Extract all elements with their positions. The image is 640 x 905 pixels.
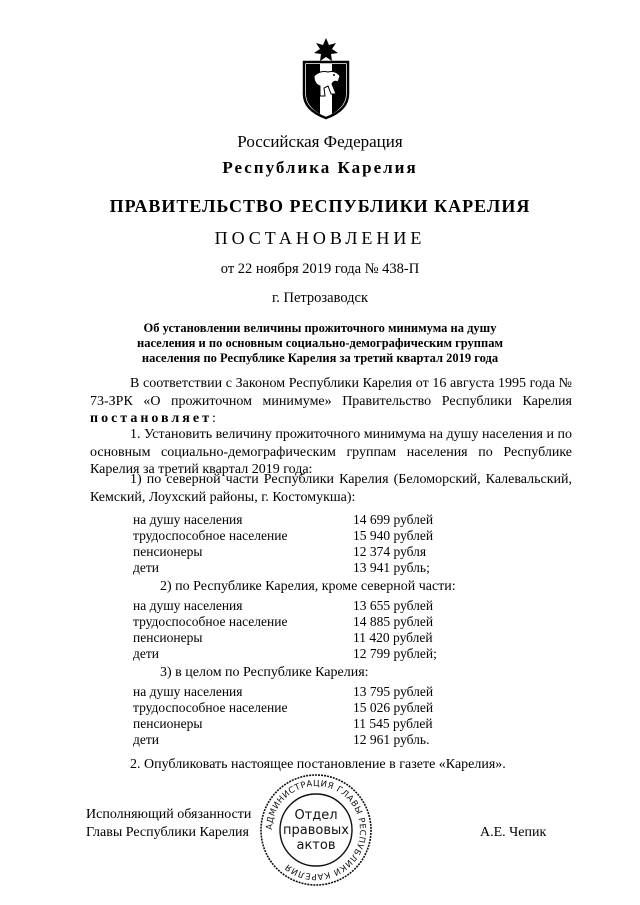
row-label: дети [133, 732, 159, 747]
row-label: на душу населения [133, 512, 243, 527]
section-3-heading [90, 664, 572, 682]
stamp-line: актов [296, 838, 336, 853]
row-value: 14 699 рублей [353, 512, 434, 527]
preamble-paragraph [90, 375, 572, 428]
item-2-text: 2. Опубликовать настоящее постановление в газете «Карелия». [130, 757, 506, 772]
row-label: пенсионеры [133, 630, 203, 645]
item-1-text: 1. Установить величину прожиточного минимума на душу населения и по основным социально-демографическим группам населения по Республике Карелия за третий квартал 2019 года: [90, 427, 572, 477]
row-value: 12 799 рублей; [353, 646, 437, 661]
row-label: дети [133, 560, 159, 575]
republic-name: Республика Карелия [222, 158, 418, 177]
section-1-heading [90, 471, 572, 506]
row-value: 15 940 рублей [353, 528, 434, 543]
section-1-text: 1) по северной части Республики Карелия (Беломорский, Калевальский, Кемский, Лоухский районы, г. Костомукша): [90, 472, 572, 505]
signatory-position [86, 806, 251, 842]
row-label: дети [133, 646, 159, 661]
section-3-text: 3) в целом по Республике Карелия: [160, 665, 369, 680]
row-label: пенсионеры [133, 544, 203, 559]
row-value: 11 420 рублей [353, 630, 433, 645]
preamble-text: В соответствии с Законом Республики Карелия от 16 августа 1995 года № 73-ЗРК «О прожиточном минимуме» Правительство Республики Карелия [90, 376, 572, 409]
row-value: 14 885 рублей [353, 614, 434, 629]
section-2-text: 2) по Республике Карелия, кроме северной части: [160, 579, 456, 594]
row-value: 13 795 рублей [353, 684, 434, 699]
row-value: 12 374 рубля [353, 544, 427, 559]
row-value: 13 655 рублей [353, 598, 434, 613]
government-title: ПРАВИТЕЛЬСТВО РЕСПУБЛИКИ КАРЕЛИЯ [109, 196, 531, 216]
row-label: на душу населения [133, 684, 243, 699]
document-subject [0, 321, 640, 366]
row-value: 12 961 рубль. [353, 732, 430, 747]
document-type: ПОСТАНОВЛЕНИЕ [214, 228, 426, 248]
section-2-heading [90, 578, 572, 596]
row-value: 13 941 рубль; [353, 560, 430, 575]
stamp-line: Отдел [294, 808, 338, 823]
subject-line: населения и по основным социально-демографическим группам [137, 336, 503, 350]
karelia-coat-of-arms-emblem [298, 36, 354, 120]
subject-line: Об установлении величины прожиточного минимума на душу [143, 321, 497, 335]
row-label: пенсионеры [133, 716, 203, 731]
document-date-number: от 22 ноября 2019 года № 438-П [220, 261, 420, 277]
official-stamp [258, 772, 374, 888]
colon: : [211, 411, 216, 426]
row-label: трудоспособное население [133, 700, 288, 715]
row-label: трудоспособное население [133, 614, 288, 629]
signatory-position-line: Исполняющий обязанности [86, 807, 252, 822]
signatory-position-line: Главы Республики Карелия [86, 825, 249, 840]
stamp-line: правовых [283, 823, 349, 838]
stamp-ring-text: АДМИНИСТРАЦИЯ ГЛАВЫ РЕСПУБЛИКИ КАРЕЛИЯ [264, 778, 368, 882]
row-value: 15 026 рублей [353, 700, 434, 715]
postanovlyaet-word: постановляет [90, 411, 212, 426]
signatory-name: А.Е. Чепик [480, 825, 547, 840]
row-value: 11 545 рублей [353, 716, 433, 731]
country-name: Российская Федерация [237, 132, 403, 151]
item-2-paragraph [90, 756, 572, 774]
subject-line: населения по Республике Карелия за третий квартал 2019 года [141, 351, 499, 365]
row-label: на душу населения [133, 598, 243, 613]
document-city: г. Петрозаводск [271, 290, 369, 306]
row-label: трудоспособное население [133, 528, 288, 543]
